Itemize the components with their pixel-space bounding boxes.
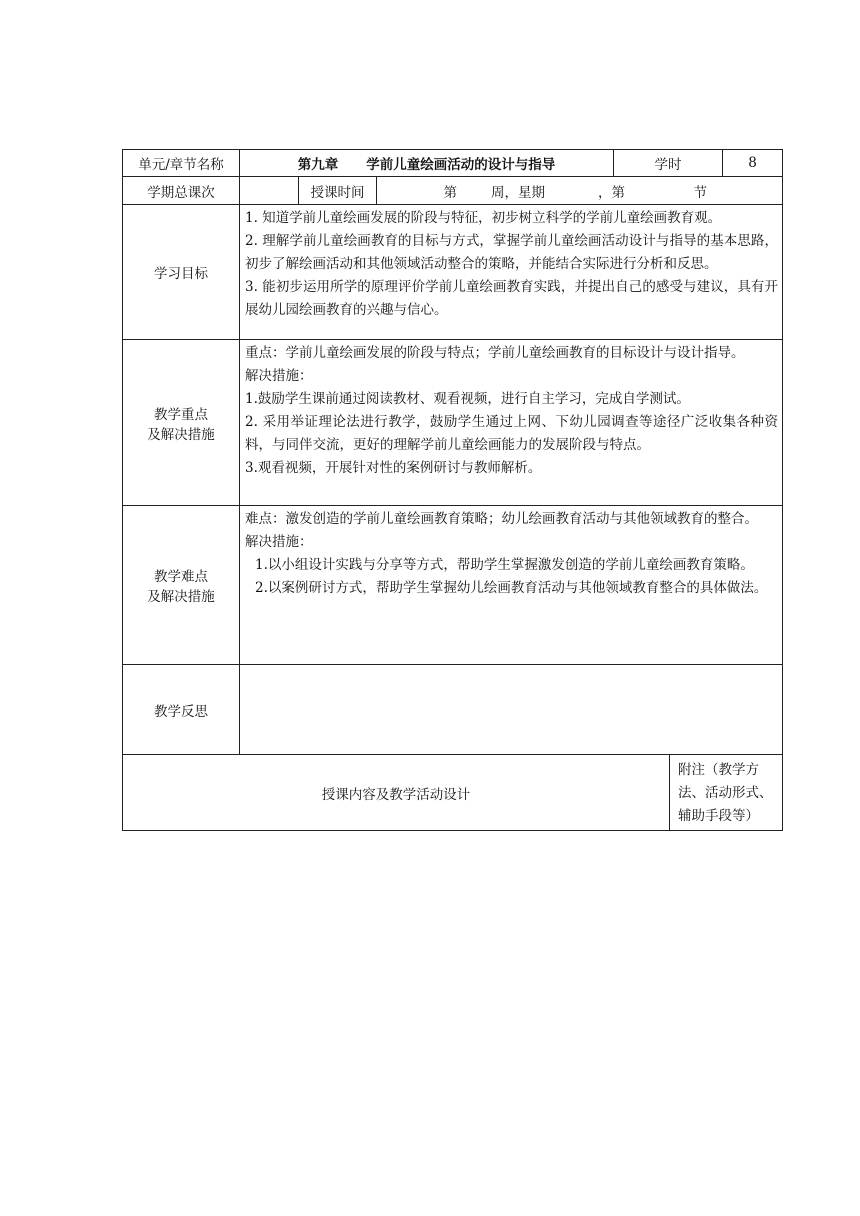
key-point-measures-label: 解决措施： [245,368,313,384]
reflection-content [240,665,783,755]
key-point-measure: 1.鼓励学生课前通过阅读教材、观看视频，进行自主学习，完成自学测试。 [245,391,690,407]
time-label: 授课时间 [299,177,377,205]
key-points-label: 教学重点 及解决措施 [123,340,240,506]
key-points-content [240,340,783,506]
difficulties-content [240,506,783,665]
term-label: 学期总课次 [123,177,240,205]
key-point-measure: 3.观看视频，开展针对性的案例研讨与教师解析。 [245,460,542,476]
objectives-content [240,205,783,340]
teaching-content-label: 授课内容及教学活动设计 [123,755,670,831]
week-jie: 节 [693,184,707,201]
difficulty-measure: 2.以案例研讨方式，帮助学生掌握幼儿绘画教育活动与其他领域教育整合的具体做法。 [255,580,768,596]
reflection-row [123,665,783,755]
difficulty-measure: 1.以小组设计实践与分享等方式，帮助学生掌握激发创造的学前儿童绘画教育策略。 [255,557,754,573]
objectives-row [123,205,783,340]
key-points-row [123,340,783,506]
reflection-label: 教学反思 [123,665,240,755]
footer-row [123,755,783,831]
objectives-label: 学习目标 [123,205,240,340]
class-time-cell [377,177,783,205]
key-point-focus: 重点：学前儿童绘画发展的阶段与特点；学前儿童绘画教育的目标设计与设计指导。 [245,345,745,361]
difficulty-measures-label: 解决措施： [245,534,313,550]
key-point-measure: 2. 采用举证理论法进行教学，鼓励学生通过上网、下幼儿园调查等途径广泛收集各种资料，与同伴交流，更好的理解学前儿童绘画能力的发展阶段与特点。 [245,414,778,453]
chapter-title-cell [240,150,614,177]
lesson-plan-table [122,149,783,831]
difficulty-focus: 难点：激发创造的学前儿童绘画教育策略；幼儿绘画教育活动与其他领域教育的整合。 [245,511,758,527]
chapter-title: 学前儿童绘画活动的设计与指导 [366,157,556,173]
objective-item: 1. 知道学前儿童绘画发展的阶段与特征，初步树立科学的学前儿童绘画教育观。 [245,210,722,226]
hours-label: 学时 [614,150,723,177]
objective-item: 3. 能初步运用所学的原理评价学前儿童绘画教育实践，并提出自己的感受与建议，具有开展幼儿园绘画教育的兴趣与信心。 [245,279,778,318]
unit-row [123,150,783,177]
notes-label: 附注（教学方法、活动形式、辅助手段等） [670,755,783,831]
lesson-plan-sheet [122,149,782,831]
unit-label: 单元/章节名称 [123,150,240,177]
hours-value: 8 [723,150,783,177]
difficulties-label: 教学难点 及解决措施 [123,506,240,665]
week-comma-di: ，第 [598,184,625,201]
objective-item: 2. 理解学前儿童绘画教育的目标与方式，掌握学前儿童绘画活动设计与指导的基本思路，初步了解绘画活动和其他领域活动整合的策略，并能结合实际进行分析和反思。 [245,233,778,272]
term-value [240,177,299,205]
schedule-row [123,177,783,205]
week-di: 第 [443,184,457,201]
difficulties-row [123,506,783,665]
chapter-number: 第九章 [297,157,339,173]
week-zhou: 周，星期 [491,184,545,201]
